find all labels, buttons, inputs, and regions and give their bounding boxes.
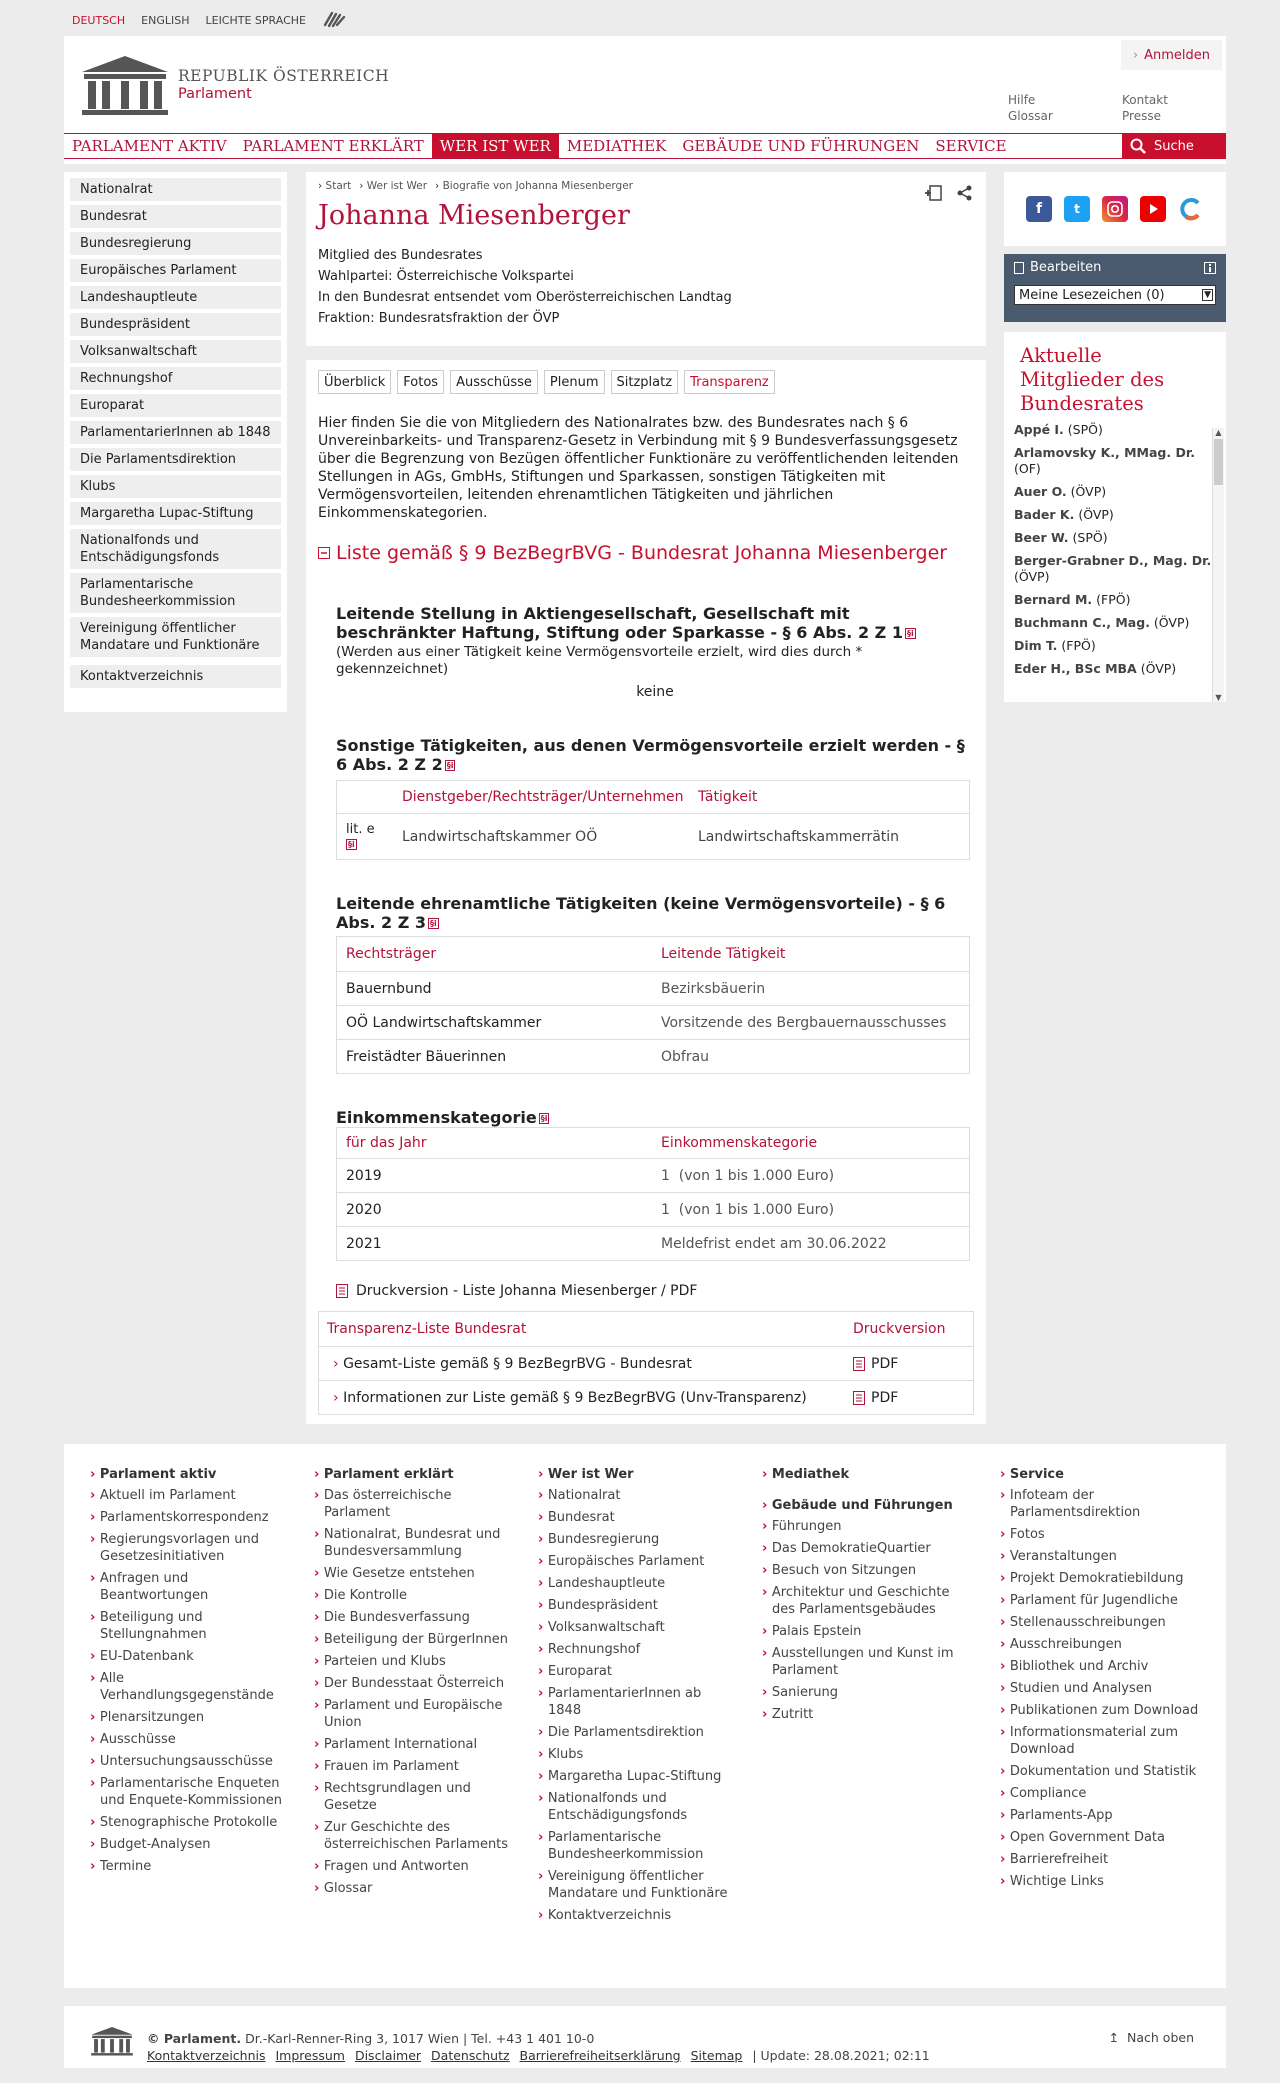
member-name: Buchmann C., Mag.	[1014, 615, 1150, 630]
nav-wer-ist-wer[interactable]: WER IST WER	[432, 134, 559, 158]
tab-ueberblick[interactable]: Überblick	[318, 370, 391, 394]
print-version-label: Druckversion - Liste Johanna Miesenberger / PDF	[356, 1283, 698, 1299]
footer-col-mediathek	[762, 1466, 962, 1728]
tab-sitzplatz[interactable]: Sitzplatz	[611, 370, 679, 394]
parliament-building-icon	[80, 54, 170, 116]
section-leitende-stellung	[336, 604, 974, 700]
footer-col-wer-ist-wer	[538, 1466, 738, 1929]
person-fraktion: Fraktion: Bundesratsfraktion der ÖVP	[318, 311, 560, 326]
bookmarks-value: Meine Lesezeichen (0)	[1019, 287, 1165, 303]
footer-link[interactable]: › Europarat	[538, 1663, 738, 1680]
member-party: (ÖVP)	[1140, 661, 1177, 676]
scroll-up-icon[interactable]: ▲	[1215, 428, 1222, 437]
table-header	[337, 937, 969, 971]
dropdown-arrow-icon: ▼	[1204, 290, 1211, 300]
footer-heading[interactable]: › Gebäude und Führungen	[762, 1497, 962, 1514]
sidebar-item[interactable]: Nationalfonds und Entschädigungsfonds	[70, 529, 281, 569]
breadcrumb-current: › Biografie von Johanna Miesenberger	[435, 180, 633, 192]
breadcrumb	[318, 180, 974, 192]
nav-mediathek[interactable]: MEDIATHEK	[566, 137, 667, 155]
footer-link[interactable]: › Besuch von Sitzungen	[762, 1562, 962, 1579]
edit-toggle[interactable]	[1014, 260, 1101, 275]
member-name: Auer O.	[1014, 484, 1067, 499]
member-item[interactable]	[1014, 530, 1216, 546]
collapse-icon	[318, 547, 330, 559]
sidebar-item[interactable]: Europäisches Parlament	[70, 259, 281, 282]
footer-link[interactable]: › Plenarsitzungen	[90, 1709, 290, 1726]
member-party: (ÖVP)	[1014, 569, 1050, 584]
table-row	[337, 1005, 969, 1039]
footer-link-kontaktverzeichnis[interactable]: Kontaktverzeichnis	[147, 2048, 266, 2063]
footer-link[interactable]: › Bibliothek und Archiv	[1000, 1658, 1200, 1675]
print-version-link[interactable]	[336, 1283, 974, 1299]
member-name: Dim T.	[1014, 638, 1058, 653]
footer-link[interactable]: › Klubs	[538, 1746, 738, 1763]
table-row	[319, 1346, 973, 1380]
page-title: Johanna Miesenberger	[318, 200, 630, 231]
pdf-label: PDF	[871, 1355, 899, 1372]
footer-link[interactable]: › Bundesregierung	[538, 1531, 738, 1548]
table-cell: Bauernbund	[346, 980, 432, 997]
list-link[interactable]	[319, 1390, 853, 1406]
footer-link[interactable]: › Wichtige Links	[1000, 1873, 1200, 1890]
footer-link[interactable]: › Compliance	[1000, 1785, 1200, 1802]
footer-link[interactable]: › Bundesrat	[538, 1509, 738, 1526]
member-item[interactable]	[1014, 422, 1216, 438]
pdf-icon	[336, 1284, 348, 1298]
section-einkommen	[336, 1108, 974, 1299]
member-name: Bader K.	[1014, 507, 1075, 522]
footer-link-disclaimer[interactable]: Disclaimer	[354, 2048, 422, 2063]
logo-title: REPUBLIK ÖSTERREICH	[178, 67, 390, 85]
footer-link[interactable]: › Nationalrat, Bundesrat und Bundesversammlung	[314, 1526, 514, 1560]
right-column	[1004, 172, 1226, 702]
footer-link[interactable]: › Die Bundesverfassung	[314, 1609, 514, 1626]
back-to-top-label: Nach oben	[1127, 2030, 1194, 2045]
table-einkommen	[336, 1127, 970, 1261]
edit-panel	[1004, 254, 1226, 322]
member-party: (FPÖ)	[1096, 592, 1131, 607]
list-link-label: Informationen zur Liste gemäß § 9 BezBegrBVG (Unv-Transparenz)	[343, 1389, 807, 1406]
footer-link[interactable]: › Parteien und Klubs	[314, 1653, 514, 1670]
table-header	[337, 781, 969, 813]
member-item[interactable]	[1014, 638, 1216, 654]
table-cell: Vorsitzende des Bergbauernausschusses	[661, 1014, 947, 1031]
footer-heading[interactable]: › Service	[1000, 1466, 1200, 1483]
member-item[interactable]	[1014, 553, 1216, 585]
footer-link[interactable]: › Rechtsgrundlagen und Gesetze	[314, 1780, 514, 1814]
table-cell: Landwirtschaftskammerrätin	[698, 828, 900, 845]
tab-transparenz[interactable]: Transparenz	[684, 370, 775, 394]
column-header: für das Jahr	[346, 1135, 427, 1151]
footer-col-parlament-aktiv	[90, 1466, 290, 1880]
update-date: | Update: 28.08.2021; 02:11	[752, 2048, 930, 2063]
language-bar	[72, 12, 348, 28]
paragraph-info-icon[interactable]: §i	[540, 1114, 548, 1123]
tab-bar	[318, 370, 974, 394]
table-cell: Bezirksbäuerin	[661, 980, 766, 997]
sidebar	[64, 172, 287, 712]
person-entsendet: In den Bundesrat entsendet vom Oberösterreichischen Landtag	[318, 290, 732, 305]
footer-link[interactable]: › Stellenausschreibungen	[1000, 1614, 1200, 1631]
list-link-label: Gesamt-Liste gemäß § 9 BezBegrBVG - Bundesrat	[343, 1355, 692, 1372]
footer-heading[interactable]: › Parlament erklärt	[314, 1466, 514, 1483]
section-title: Leitende Stellung in Aktiengesellschaft, Gesellschaft mit beschränkter Haftung, Stiftung oder Sparkasse - § 6 Abs. 2 Z 1	[336, 604, 903, 642]
pdf-icon	[853, 1357, 865, 1371]
column-header: Rechtsträger	[346, 946, 437, 962]
back-to-top-link[interactable]	[1109, 2030, 1194, 2045]
login-label: Anmelden	[1144, 47, 1210, 63]
presse-link[interactable]: Presse	[1122, 109, 1161, 123]
member-name: Bernard M.	[1014, 592, 1093, 607]
bookmarks-select[interactable]	[1014, 285, 1216, 305]
footer-link[interactable]: › Rechnungshof	[538, 1641, 738, 1658]
section-title: Sonstige Tätigkeiten, aus denen Vermögensvorteile erzielt werden - § 6 Abs. 2 Z 2	[336, 736, 965, 774]
help-links	[1008, 92, 1053, 124]
breadcrumb-wer-ist-wer[interactable]: › Wer ist Wer	[359, 180, 427, 192]
column-header: Einkommenskategorie	[661, 1135, 818, 1151]
footer-link[interactable]: › Führungen	[762, 1518, 962, 1535]
footer-link[interactable]: › Architektur und Geschichte des Parlamentsgebäudes	[762, 1584, 962, 1618]
tab-plenum[interactable]: Plenum	[544, 370, 605, 394]
sidebar-item[interactable]: Die Parlamentsdirektion	[70, 448, 281, 471]
footer-link[interactable]: › Anfragen und Beantwortungen	[90, 1570, 290, 1604]
section-ehrenamtlich	[336, 894, 974, 1074]
footer-link[interactable]: › Barrierefreiheit	[1000, 1851, 1200, 1868]
member-item[interactable]	[1014, 661, 1216, 677]
person-header	[306, 172, 986, 346]
footer-link[interactable]: › Budget-Analysen	[90, 1836, 290, 1853]
sidebar-item[interactable]: Landeshauptleute	[70, 286, 281, 309]
list-toggle[interactable]	[318, 542, 974, 564]
document-icon	[1014, 262, 1024, 274]
footer-link[interactable]: › Stenographische Protokolle	[90, 1814, 290, 1831]
lang-english[interactable]: ENGLISH	[141, 13, 190, 27]
table-row	[337, 1226, 969, 1260]
twitter-icon[interactable]: t	[1064, 196, 1090, 222]
table-cell: Meldefrist endet am 30.06.2022	[661, 1235, 887, 1252]
footer-link[interactable]: › Infoteam der Parlamentsdirektion	[1000, 1487, 1200, 1521]
member-item[interactable]	[1014, 592, 1216, 608]
sidebar-item[interactable]: Europarat	[70, 394, 281, 417]
member-party: (ÖVP)	[1078, 507, 1114, 522]
table-sonstige	[336, 780, 970, 860]
footer-heading[interactable]: › Mediathek	[762, 1466, 962, 1483]
footer-link[interactable]: › Beteiligung und Stellungnahmen	[90, 1609, 290, 1643]
person-role: Mitglied des Bundesrates	[318, 248, 483, 263]
table-row	[337, 971, 969, 1005]
sidebar-item[interactable]: Volksanwaltschaft	[70, 340, 281, 363]
logo[interactable]	[80, 54, 389, 116]
footer-link[interactable]: › Parlamentarische Enqueten und Enquete-Kommissionen	[90, 1775, 290, 1809]
member-name: Beer W.	[1014, 530, 1069, 545]
footer-link[interactable]: › Nationalfonds und Entschädigungsfonds	[538, 1790, 738, 1824]
member-party: (FPÖ)	[1061, 638, 1096, 653]
table-ehrenamtlich	[336, 936, 970, 1074]
footer-heading[interactable]: › Wer ist Wer	[538, 1466, 738, 1483]
hilfe-link[interactable]: Hilfe	[1008, 93, 1036, 107]
table-header	[337, 1128, 969, 1158]
footer-link[interactable]: › Parlamentarische Bundesheerkommission	[538, 1829, 738, 1863]
table-row	[319, 1380, 973, 1414]
footer-link[interactable]: › Parlaments-App	[1000, 1807, 1200, 1824]
chevron-right-icon: ›	[1132, 47, 1139, 63]
table-cell: Obfrau	[661, 1048, 710, 1065]
sidebar-item[interactable]: Bundesregierung	[70, 232, 281, 255]
transparenz-list	[318, 1311, 974, 1415]
table-cell: 2020	[346, 1201, 382, 1218]
footer-link[interactable]: › Dokumentation und Statistik	[1000, 1763, 1200, 1780]
chevron-right-icon: ›	[333, 1389, 344, 1406]
social-links	[1004, 172, 1226, 246]
footer-link[interactable]: › Palais Epstein	[762, 1623, 962, 1640]
column-header: Dienstgeber/Rechtsträger/Unternehmen	[402, 789, 684, 805]
member-item[interactable]	[1014, 445, 1216, 477]
logo-subtitle: Parlament	[178, 86, 252, 102]
footer-link[interactable]: › ParlamentarierInnen ab 1848	[538, 1685, 738, 1719]
table-cell: 1 (von 1 bis 1.000 Euro)	[661, 1201, 835, 1218]
paragraph-info-icon[interactable]: §i	[348, 839, 355, 849]
footer-link[interactable]: › Beteiligung der BürgerInnen	[314, 1631, 514, 1648]
sidebar-item[interactable]: Bundespräsident	[70, 313, 281, 336]
column-header: Tätigkeit	[698, 789, 758, 805]
footer-link[interactable]: › Studien und Analysen	[1000, 1680, 1200, 1697]
footer-link[interactable]: › Veranstaltungen	[1000, 1548, 1200, 1565]
footer-link[interactable]: › Ausschüsse	[90, 1731, 290, 1748]
intro-text: Hier finden Sie die von Mitgliedern des Nationalrates bzw. des Bundesrates nach § 6 Unvereinbarkeits- und Transparenz-Gesetz in Verbindung mit § 9 Bundesverfassungsgesetz über die Begrenzung von Bezügen öffentlicher Funktionäre zu veröffentlichenden leitenden Stellungen in AGs, GmbHs, Stiftungen und Sparkassen, sonstigen Tätigkeiten mit Vermögensvorteilen, leitenden ehrenamtlichen Tätigkeiten und jährlichen Einkommenskategorien.	[318, 415, 959, 521]
footer-link[interactable]: › Regierungsvorlagen und Gesetzesinitiativen	[90, 1531, 290, 1565]
bookmark-add-icon[interactable]	[924, 184, 944, 202]
section-value: keine	[636, 684, 674, 700]
pdf-link[interactable]	[853, 1390, 898, 1406]
nav-service[interactable]: SERVICE	[935, 137, 1007, 155]
table-cell: 1 (von 1 bis 1.000 Euro)	[661, 1167, 835, 1184]
column-header: Leitende Tätigkeit	[661, 946, 786, 962]
footer-link[interactable]: › Ausschreibungen	[1000, 1636, 1200, 1653]
member-party: (ÖVP)	[1153, 615, 1190, 630]
member-party: (OF)	[1014, 461, 1041, 476]
footer-link[interactable]: › Parlament für Jugendliche	[1000, 1592, 1200, 1609]
member-party: (SPÖ)	[1067, 422, 1103, 437]
member-name: Eder H., BSc MBA	[1014, 661, 1137, 676]
footer-link-sitemap[interactable]: Sitemap	[690, 2048, 743, 2063]
footer-link[interactable]: › Das österreichische Parlament	[314, 1487, 514, 1521]
person-party: Wahlpartei: Österreichische Volkspartei	[318, 269, 574, 284]
footer-link[interactable]: › Bundespräsident	[538, 1597, 738, 1614]
list-title: Liste gemäß § 9 BezBegrBVG - Bundesrat Johanna Miesenberger	[336, 542, 948, 564]
footer-link[interactable]: › Alle Verhandlungsgegenstände	[90, 1670, 290, 1704]
sidebar-item[interactable]: Margaretha Lupac-Stiftung	[70, 502, 281, 525]
sidebar-item[interactable]: Bundesrat	[70, 205, 281, 228]
footer-col-service	[1000, 1466, 1200, 1895]
sidebar-item[interactable]: Klubs	[70, 475, 281, 498]
footer-link-barrierefreiheit[interactable]: Barrierefreiheitserklärung	[519, 2048, 681, 2063]
table-row	[337, 813, 969, 859]
login-button[interactable]	[1121, 40, 1222, 70]
footer-link-datenschutz[interactable]: Datenschutz	[431, 2048, 510, 2063]
column-header: Transparenz-Liste Bundesrat	[327, 1321, 527, 1337]
sign-language-icon[interactable]	[322, 10, 348, 31]
header	[64, 36, 1226, 164]
footer-link[interactable]: › Landeshauptleute	[538, 1575, 738, 1592]
search-label: Suche	[1154, 138, 1194, 154]
paragraph-info-icon[interactable]: §i	[446, 761, 454, 770]
tab-ausschuesse[interactable]: Ausschüsse	[450, 370, 538, 394]
member-item[interactable]	[1014, 507, 1216, 523]
footer-link[interactable]: › Vereinigung öffentlicher Mandatare und Funktionäre	[538, 1868, 738, 1902]
share-icon[interactable]	[956, 184, 974, 202]
footer-link[interactable]: › Parlament und Europäische Union	[314, 1697, 514, 1731]
footer-link[interactable]: › Sanierung	[762, 1684, 962, 1701]
footer-heading[interactable]: › Parlament aktiv	[90, 1466, 290, 1483]
footer-link[interactable]: › Untersuchungsausschüsse	[90, 1753, 290, 1770]
nav-gebaeude[interactable]: GEBÄUDE UND FÜHRUNGEN	[682, 137, 920, 155]
member-list	[1004, 416, 1226, 677]
footer-link[interactable]: › Fragen und Antworten	[314, 1858, 514, 1875]
breadcrumb-start[interactable]: › Start	[318, 180, 351, 192]
table-cell: Freistädter Bäuerinnen	[346, 1048, 507, 1065]
footer-link[interactable]: › EU-Datenbank	[90, 1648, 290, 1665]
table-cell: Landwirtschaftskammer OÖ	[402, 828, 598, 845]
footer-link[interactable]: › Termine	[90, 1858, 290, 1875]
lang-deutsch[interactable]: DEUTSCH	[72, 13, 126, 27]
footer-link[interactable]: › Volksanwaltschaft	[538, 1619, 738, 1636]
sidebar-item[interactable]: Kontaktverzeichnis	[70, 665, 281, 688]
footer-link[interactable]: › Informationsmaterial zum Download	[1000, 1724, 1200, 1758]
contact-links	[1122, 92, 1168, 124]
member-item[interactable]	[1014, 615, 1216, 631]
pdf-link[interactable]	[853, 1356, 898, 1372]
footer-link[interactable]: › Europäisches Parlament	[538, 1553, 738, 1570]
footer-link[interactable]: › Ausstellungen und Kunst im Parlament	[762, 1645, 962, 1679]
sidebar-item[interactable]: Nationalrat	[70, 178, 281, 201]
sidebar-item[interactable]: Vereinigung öffentlicher Mandatare und Funktionäre	[70, 617, 281, 657]
footer-link[interactable]: › Der Bundesstaat Österreich	[314, 1675, 514, 1692]
footer-link[interactable]: › Publikationen zum Download	[1000, 1702, 1200, 1719]
info-icon[interactable]	[1204, 262, 1216, 274]
footer-link[interactable]: › Frauen im Parlament	[314, 1758, 514, 1775]
footer-link[interactable]: › Die Parlamentsdirektion	[538, 1724, 738, 1741]
footer-link[interactable]: › Zur Geschichte des österreichischen Parlaments	[314, 1819, 514, 1853]
lit-label: lit. e	[346, 821, 375, 837]
section-sonstige	[336, 736, 974, 860]
facebook-icon[interactable]: f	[1026, 196, 1052, 222]
footer-link[interactable]: › Aktuell im Parlament	[90, 1487, 290, 1504]
scrollbar[interactable]	[1212, 428, 1224, 702]
arrow-up-icon: ↥	[1108, 2030, 1120, 2045]
column-header: Druckversion	[853, 1321, 946, 1337]
sidebar-item[interactable]: Rechnungshof	[70, 367, 281, 390]
chevron-right-icon: ›	[333, 1355, 344, 1372]
current-members-panel	[1004, 332, 1226, 702]
address: Dr.-Karl-Renner-Ring 3, 1017 Wien | Tel. +43 1 401 10-0	[245, 2031, 595, 2046]
table-row	[337, 1192, 969, 1226]
main-content	[306, 360, 986, 1424]
copyright: © Parlament.	[147, 2031, 242, 2046]
footer-link[interactable]: › Fotos	[1000, 1526, 1200, 1543]
footer-link-impressum[interactable]: Impressum	[275, 2048, 345, 2063]
table-cell: OÖ Landwirtschaftskammer	[346, 1014, 542, 1031]
footer-col-parlament-erklaert	[314, 1466, 514, 1902]
table-row	[337, 1158, 969, 1192]
table-cell: 2021	[346, 1235, 382, 1252]
pdf-label: PDF	[871, 1389, 899, 1406]
footer-link[interactable]: › Projekt Demokratiebildung	[1000, 1570, 1200, 1587]
footer-link[interactable]: › Die Kontrolle	[314, 1587, 514, 1604]
lang-leichte-sprache[interactable]: LEICHTE SPRACHE	[205, 13, 306, 27]
paragraph-info-icon[interactable]: §i	[430, 919, 437, 928]
list-link[interactable]	[319, 1356, 853, 1372]
member-name: Arlamovsky K., MMag. Dr.	[1014, 445, 1195, 460]
instagram-icon[interactable]	[1102, 196, 1128, 222]
footer-link[interactable]: › Kontaktverzeichnis	[538, 1907, 738, 1924]
parliament-building-icon	[90, 2026, 134, 2056]
member-party: (SPÖ)	[1072, 530, 1108, 545]
paragraph-info-icon[interactable]: §i	[906, 629, 914, 638]
footer-link[interactable]: › Glossar	[314, 1880, 514, 1897]
footer-link[interactable]: › Wie Gesetze entstehen	[314, 1565, 514, 1582]
footer-link[interactable]: › Parlament International	[314, 1736, 514, 1753]
scroll-thumb[interactable]	[1214, 439, 1223, 485]
youtube-icon[interactable]	[1140, 196, 1166, 222]
search-icon	[1130, 138, 1146, 154]
parlament-app-icon[interactable]	[1178, 196, 1204, 222]
member-name: Berger-Grabner D., Mag. Dr.	[1014, 553, 1212, 568]
current-members-title: Aktuelle Mitglieder des Bundesrates	[1020, 344, 1165, 415]
pdf-icon	[853, 1391, 865, 1405]
tab-fotos[interactable]: Fotos	[397, 370, 444, 394]
member-party: (ÖVP)	[1070, 484, 1107, 499]
sidebar-item[interactable]: ParlamentarierInnen ab 1848	[70, 421, 281, 444]
footer-link[interactable]: › Nationalrat	[538, 1487, 738, 1504]
edit-label: Bearbeiten	[1030, 260, 1102, 275]
table-cell: 2019	[346, 1167, 382, 1184]
main-nav	[64, 133, 1226, 159]
member-name: Appé I.	[1014, 422, 1064, 437]
table-row	[337, 1039, 969, 1073]
member-item[interactable]	[1014, 484, 1216, 500]
nav-parlament-aktiv[interactable]: PARLAMENT AKTIV	[72, 137, 227, 155]
section-title: Leitende ehrenamtliche Tätigkeiten (keine Vermögensvorteile) - § 6 Abs. 2 Z 3	[336, 894, 946, 932]
section-note: (Werden aus einer Tätigkeit keine Vermögensvorteile erzielt, wird dies durch * gekennzeichnet)	[336, 644, 863, 677]
footer-link[interactable]: › Margaretha Lupac-Stiftung	[538, 1768, 738, 1785]
footer-link[interactable]: › Open Government Data	[1000, 1829, 1200, 1846]
section-title: Einkommenskategorie	[336, 1108, 537, 1127]
footer	[64, 1444, 1226, 1988]
person-info	[318, 245, 974, 329]
footer-link[interactable]: › Das DemokratieQuartier	[762, 1540, 962, 1557]
nav-parlament-erklaert[interactable]: PARLAMENT ERKLÄRT	[242, 137, 424, 155]
kontakt-link[interactable]: Kontakt	[1122, 93, 1168, 107]
sidebar-item[interactable]: Parlamentarische Bundesheerkommission	[70, 573, 281, 613]
bottom-bar	[64, 2006, 1226, 2068]
glossar-link[interactable]: Glossar	[1008, 109, 1053, 123]
table-header	[319, 1312, 973, 1346]
footer-link[interactable]: › Zutritt	[762, 1706, 962, 1723]
footer-link[interactable]: › Parlamentskorrespondenz	[90, 1509, 290, 1526]
scroll-down-icon[interactable]: ▼	[1215, 693, 1222, 702]
search-button[interactable]	[1122, 133, 1226, 159]
